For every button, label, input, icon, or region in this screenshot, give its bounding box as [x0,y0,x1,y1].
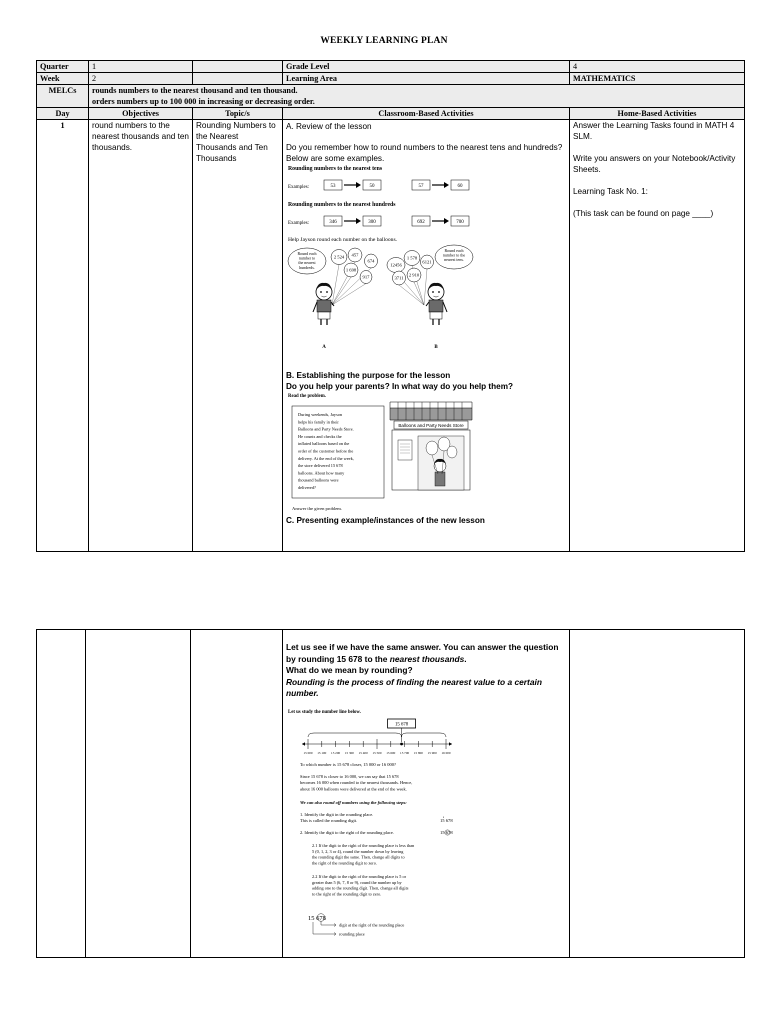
store-sign: Balloons and Party Needs Store [398,423,464,428]
step-2-number: 15 678 [440,829,453,835]
step-2-2-line: greater than 5 (6, 7, 8 or 9), round the number up by [312,879,402,885]
label-a: A [322,345,326,350]
home-line-1: Answer the Learning Tasks found in MATH 4 SLM. [573,121,735,141]
step-2-1 [312,843,415,865]
story-line: helps his family in their [298,419,339,425]
melcs-line: orders numbers up to 100 000 in increasing or decreasing order. [92,97,315,106]
study-line: Let us study the number line below. [288,709,361,715]
step-2-2-line: 2.2 If the digit to the right of the rounding place is 5 or [312,873,407,879]
quarter-value: 1 [89,61,193,73]
tick-label: 15 800 [413,750,423,755]
home-line-2: Write you answers on your Notebook/Activity Sheets. [573,154,736,174]
col-topics: Topic/s [193,108,283,120]
number-line-figure [286,706,468,944]
page-title: WEEKLY LEARNING PLAN [320,36,448,46]
examples-label: Examples: [288,221,310,226]
problem-figure [286,392,476,514]
rounding-definition: Rounding is the process of finding the nearest value to a certain number. [286,676,542,698]
bubble-a-line: Round each [297,251,317,256]
balloon-number: 674 [367,258,375,264]
rounding-examples-figure [286,164,476,352]
story-line: delivery. At the end of the week, [298,455,354,461]
story-line: order of the customer before the [298,448,354,454]
story-line: the store delivered 15 678 [298,463,343,469]
tens-heading: Rounding numbers to the nearest tens [288,166,383,172]
weekly-plan-table-continued [36,629,745,958]
balloon-number: 2 524 [333,254,345,260]
purpose-question: Do you help your parents? In what way do you help them? [286,382,513,391]
step-1-number: 15 678 [440,817,453,823]
number-line [302,719,452,755]
speech-bubble-a [288,248,326,274]
nearest-thousands-emphasis: nearest thousands [389,653,465,664]
tens-examples [288,180,469,190]
area-label: Learning Area [283,73,570,85]
example-number: 692 [417,220,425,225]
since-line: becomes 16 000 when rounded to the nearest thousands. Hence, [300,779,413,785]
balloon-number: 2 910 [408,272,420,278]
help-line: Help Jayson round each number on the balloons. [288,237,398,243]
step-1 [300,812,373,823]
story-line: thousand balloons were [298,477,339,483]
tick-label: 15 500 [372,750,382,755]
melcs-text [89,85,745,108]
rounded-number: 50 [369,184,375,189]
legend-rounding-place: rounding place [339,931,365,936]
learning-task-label: Learning Task No. 1: [573,187,648,196]
boy-a-illustration [313,283,334,325]
balloon-number: 1 698 [345,267,357,273]
example-number: 346 [329,220,337,225]
day-number: 1 [37,120,89,552]
legend-right-digit: digit at the right of the rounding place [339,922,405,927]
step-2-1-line: the right of the rounding digit to zero. [312,859,377,865]
since-line: Since 15 678 is closer to 16 000, we can say that 15 678 [300,773,399,779]
bubble-b-line: nearest tens. [444,257,464,263]
svg-text:Round eachnumber tothe nearest [298,251,317,270]
balloons-a [331,248,378,305]
read-problem: Read the problem. [288,394,326,399]
examples-intro: Below are some examples. [286,154,385,163]
tick-label: 15 300 [344,750,354,755]
grade-value: 4 [570,61,745,73]
area-value: MATHEMATICS [570,73,745,85]
grade-label: Grade Level [283,61,570,73]
step-1-line: This is called the rounding digit. [300,817,358,823]
objectives-text: round numbers to the nearest thousands and ten thousands. [89,120,193,552]
tick-label: 15 400 [358,750,368,755]
col-home: Home-Based Activities [570,108,745,120]
home-activities [570,120,745,552]
tick-label: 15 700 [400,750,410,755]
review-heading: A. Review of the lesson [286,122,372,131]
quarter-label: Quarter [37,61,89,73]
classroom-activities-continued [283,630,570,958]
marker-point [400,742,403,745]
since-paragraph [300,774,412,791]
balloon-number: 917 [362,274,370,280]
step-2-1-line: 2.1 If the digit to the right of the rounding place is less than [312,842,415,848]
store-illustration [390,402,472,490]
speech-bubble-b [435,245,473,269]
bubble-a-line: the nearest [298,260,316,266]
marker-label: 15 678 [394,722,409,727]
story-line: He counts and checks the [298,433,342,439]
presenting-heading: C. Presenting example/instances of the new lesson [286,516,485,525]
svg-text:Round eachnumber to thenearest [443,248,465,262]
week-label: Week [37,73,89,85]
tick-label: 15 900 [427,750,437,755]
rounding-legend [308,913,404,936]
which-question: To which number is 15 678 closer, 15 000 or 16 000? [300,761,396,767]
legend-number: 15 678 [308,914,326,922]
col-day: Day [37,108,89,120]
tick-label: 16 000 [441,750,451,755]
example-number: 53 [330,184,336,189]
steps-heading: We can also round off numbers using the following steps: [300,799,407,805]
week-value: 2 [89,73,193,85]
bubble-b-line: number to the [442,252,466,258]
tick-label: 15 000 [303,750,313,755]
since-line: about 16 000 balloons were delivered at the end of the week. [300,785,407,791]
balloon-number: 12456 [390,262,402,268]
balloons-b [387,251,434,306]
page-note: (This task can be found on page ____) [573,209,714,218]
bubble-a-line: number to [298,255,316,261]
same-answer-text: Let us see if we have the same answer. You can answer the question by rounding 15 678 to the nearest thousands. [286,642,559,664]
example-number: 57 [418,184,424,189]
empty-cell [193,61,283,73]
story-line: inflated balloons based on the [298,441,350,447]
story-line: delivered? [298,485,316,490]
step-2: 2. Identify the digit to the right of the rounding place. [300,829,394,835]
melcs-line: rounds numbers to the nearest thousand and ten thousand. [92,86,298,95]
empty-cell [193,73,283,85]
answer-prompt: Answer the given problem. [292,506,343,511]
topic-cell [191,630,283,958]
tick-label: 15 600 [386,750,396,755]
balloon-number: 457 [351,252,359,258]
story-line: During weekends, Jayson [298,412,343,417]
topic-text: Rounding Numbers to the Nearest Thousands and Ten Thousands [193,120,283,552]
tick-label: 15 200 [331,750,341,755]
bubble-b-line: Round each [444,248,464,253]
story-line: Balloons and Party Needs Store. [298,426,354,432]
rounded-number: 60 [457,184,463,189]
step-2-2 [312,874,409,896]
step-2-1-line: 5 (0, 1, 2, 3 or 4), round the number down by leaving [312,848,404,854]
balloon-number: 6121 [422,259,432,265]
story-line: balloons. About how many [298,470,345,476]
review-question: Do you remember how to round numbers to the nearest tens and hundreds? [286,143,563,152]
balloon-number: 1 578 [406,255,418,261]
rounded-number: 700 [456,220,464,225]
label-b: B [434,345,438,350]
col-classroom: Classroom-Based Activities [283,108,570,120]
hundreds-heading: Rounding numbers to the nearest hundreds [288,202,396,208]
tick-label: 15 100 [317,750,327,755]
step-2-2-line: adding one to the rounding digit. Then, change all digits [312,885,409,891]
step-2-2-line: to the right of the rounding digit to zero. [312,890,382,896]
rounded-number: 300 [368,220,376,225]
step-1-line: 1. Identify the digit in the rounding place. [300,811,374,817]
melcs-label: MELCs [37,85,89,108]
home-cell [570,630,745,958]
hundreds-examples [288,216,469,226]
examples-label: Examples: [288,185,310,190]
boy-b-illustration [426,283,447,325]
bubble-a-line: hundreds. [299,264,315,270]
balloon-number: 3711 [394,275,404,281]
step-2-1-line: the rounding digit the same. Then, change all digits to [312,854,405,860]
classroom-activities [283,120,570,552]
purpose-heading: B. Establishing the purpose for the lesson [286,371,451,380]
day-cell [37,630,86,958]
col-objectives: Objectives [89,108,193,120]
weekly-plan-table [36,60,745,552]
rounding-question: What do we mean by rounding? [286,665,413,675]
objectives-cell [86,630,191,958]
